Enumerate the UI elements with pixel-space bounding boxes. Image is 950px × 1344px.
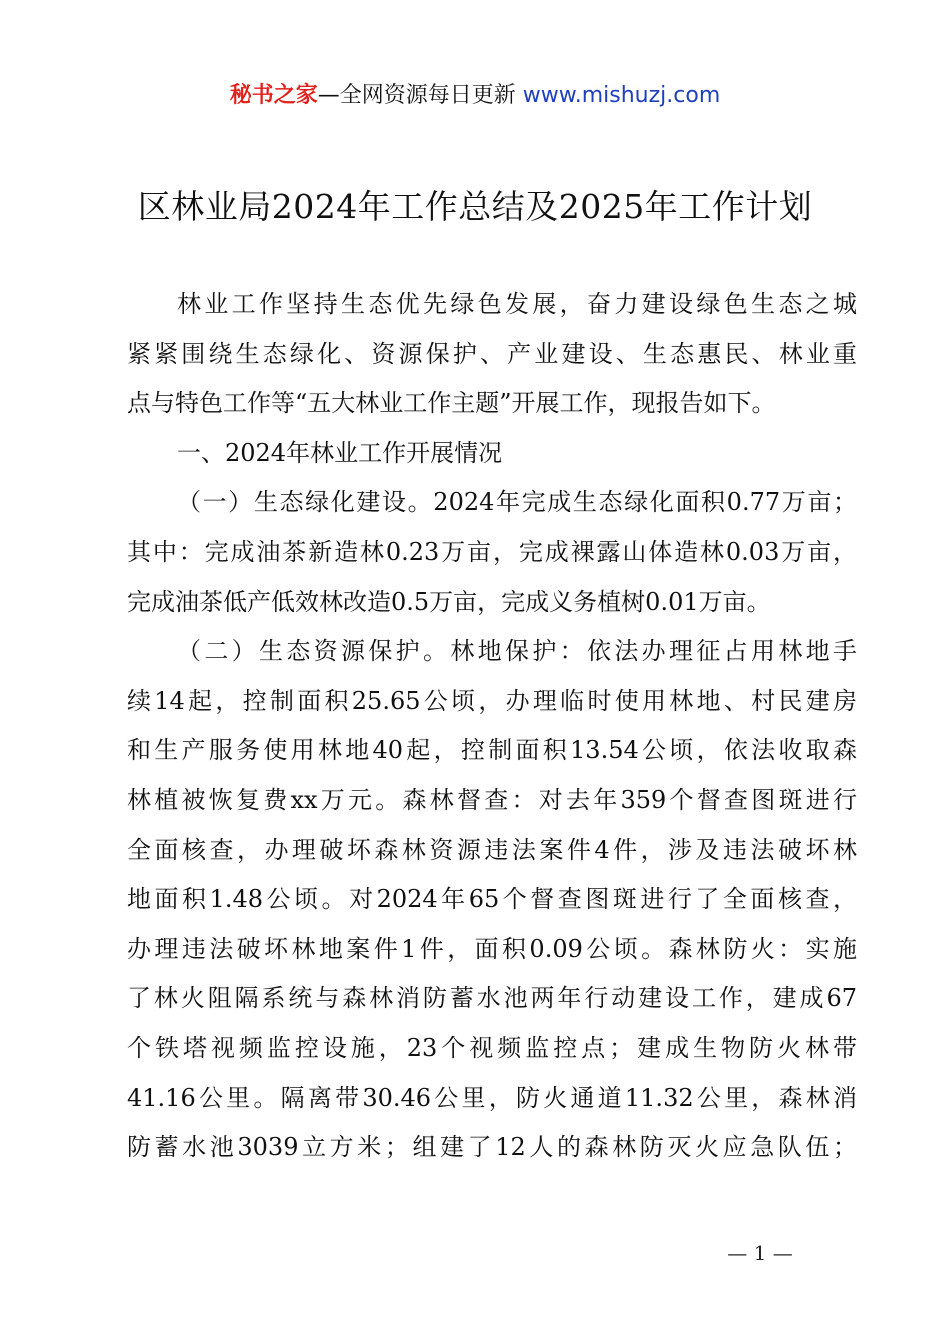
body-line: 紧紧围绕生态绿化、资源保护、产业建设、生态惠民、林业重 xyxy=(127,339,857,368)
body-line: 续14起，控制面积25.65公顷，办理临时使用林地、村民建房 xyxy=(127,686,857,715)
site-tagline: —全网资源每日更新 xyxy=(317,83,516,108)
body-line: 41.16公里。隔离带30.46公里，防火通道11.32公里，森林消 xyxy=(127,1083,857,1112)
body-line: 办理违法破坏林地案件1件，面积0.09公顷。森林防火：实施 xyxy=(127,934,857,963)
body-line: 了林火阻隔系统与森林消防蓄水池两年行动建设工作，建成67 xyxy=(127,984,857,1013)
site-header xyxy=(0,78,950,114)
body-line: 林植被恢复费xx万元。森林督查：对去年359个督查图斑进行 xyxy=(127,785,857,814)
body-line: 林业工作坚持生态优先绿色发展，奋力建设绿色生态之城 xyxy=(177,290,857,318)
body-line: 其中：完成油茶新造林0.23万亩，完成裸露山体造林0.03万亩， xyxy=(127,537,857,566)
body-line: 完成油茶低产低效林改造0.5万亩，完成义务植树0.01万亩。 xyxy=(127,587,771,616)
body-line: 和生产服务使用林地40起，控制面积13.54公顷，依法收取森 xyxy=(127,736,857,765)
body-line: 防蓄水池3039立方米；组建了12人的森林防灭火应急队伍； xyxy=(127,1133,857,1162)
site-brand: 秘书之家 xyxy=(229,83,318,108)
document-title: 区林业局2024年工作总结及2025年工作计划 xyxy=(137,187,813,226)
section-heading: 一、2024年林业工作开展情况 xyxy=(177,438,503,467)
body-line: 全面核查，办理破坏森林资源违法案件4件，涉及违法破坏林 xyxy=(127,835,857,864)
body-line: 点与特色工作等“五大林业工作主题”开展工作，现报告如下。 xyxy=(127,389,776,418)
body-line: 个铁塔视频监控设施，23个视频监控点；建成生物防火林带 xyxy=(127,1033,857,1062)
document-body xyxy=(127,280,857,1173)
body-line: （一）生态绿化建设。2024年完成生态绿化面积0.77万亩； xyxy=(177,488,857,517)
site-url-link[interactable]: www.mishuzj.com xyxy=(522,83,721,108)
page-number: — 1 — xyxy=(727,1241,793,1265)
body-line: 地面积1.48公顷。对2024年65个督查图斑进行了全面核查， xyxy=(127,885,857,914)
body-line: （二）生态资源保护。林地保护：依法办理征占用林地手 xyxy=(177,637,857,666)
